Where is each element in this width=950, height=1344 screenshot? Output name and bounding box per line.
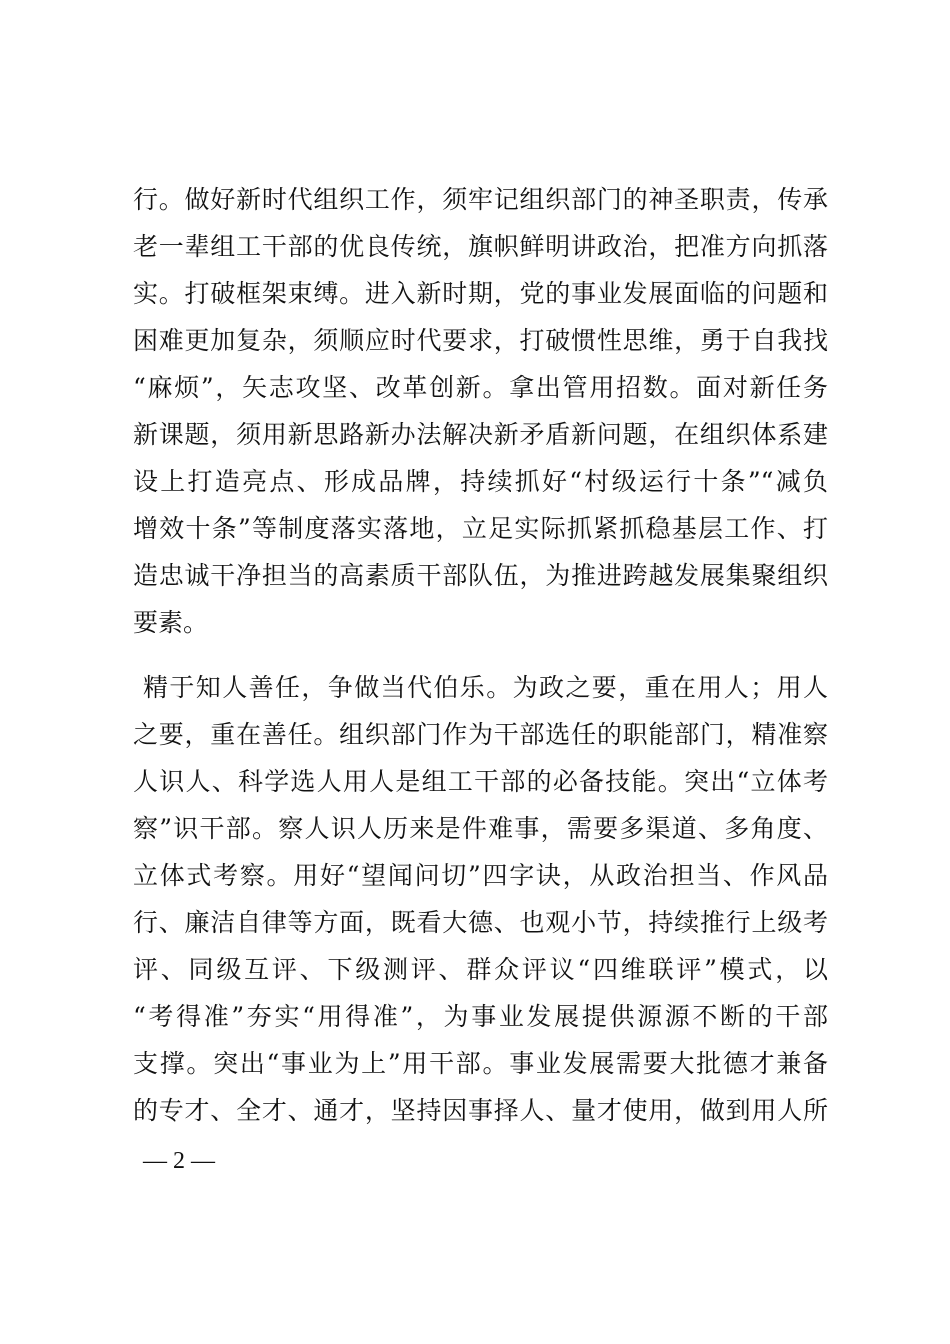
paragraph-1-line: 实。打破框架束缚。进入新时期，党的事业发展面临的问题和 (133, 279, 828, 308)
paragraph-2-line: 立体式考察。用好“望闻问切”四字诀，从政治担当、作风品 (133, 861, 828, 890)
paragraph-1-line: 要素。 (133, 608, 209, 637)
paragraph-2-line: 精于知人善任，争做当代伯乐。为政之要，重在用人；用人 (143, 673, 828, 702)
paragraph-1-line: 增效十条”等制度落实落地，立足实际抓紧抓稳基层工作、打 (133, 514, 828, 543)
paragraph-1-line: 老一辈组工干部的优良传统，旗帜鲜明讲政治，把准方向抓落 (133, 232, 828, 261)
paragraph-1-line: 困难更加复杂，须顺应时代要求，打破惯性思维，勇于自我找 (133, 326, 828, 355)
paragraph-2-line: 人识人、科学选人用人是组工干部的必备技能。突出“立体考 (133, 767, 828, 796)
paragraph-1-line: 行。做好新时代组织工作，须牢记组织部门的神圣职责，传承 (133, 185, 828, 214)
paragraph-2-line: 的专才、全才、通才，坚持因事择人、量才使用，做到用人所 (133, 1096, 828, 1125)
paragraph-2-line: “考得准”夯实“用得准”，为事业发展提供源源不断的干部 (133, 1002, 828, 1031)
paragraph-2-line: 之要，重在善任。组织部门作为干部选任的职能部门，精准察 (133, 720, 828, 749)
paragraph-1-line: 设上打造亮点、形成品牌，持续抓好“村级运行十条”“减负 (133, 467, 828, 496)
paragraph-2-line: 行、廉洁自律等方面，既看大德、也观小节，持续推行上级考 (133, 908, 828, 937)
paragraph-2-line: 评、同级互评、下级测评、群众评议“四维联评”模式，以 (133, 955, 828, 984)
paragraph-2-line: 察”识干部。察人识人历来是件难事，需要多渠道、多角度、 (133, 814, 828, 843)
paragraph-2-line: 支撑。突出“事业为上”用干部。事业发展需要大批德才兼备 (133, 1049, 828, 1078)
paragraph-1-line: 造忠诚干净担当的高素质干部队伍，为推进跨越发展集聚组织 (133, 561, 828, 590)
page-number: — 2 — (143, 1148, 215, 1174)
paragraph-1-line: “麻烦”，矢志攻坚、改革创新。拿出管用招数。面对新任务 (133, 373, 828, 402)
paragraph-1-line: 新课题，须用新思路新办法解决新矛盾新问题，在组织体系建 (133, 420, 828, 449)
